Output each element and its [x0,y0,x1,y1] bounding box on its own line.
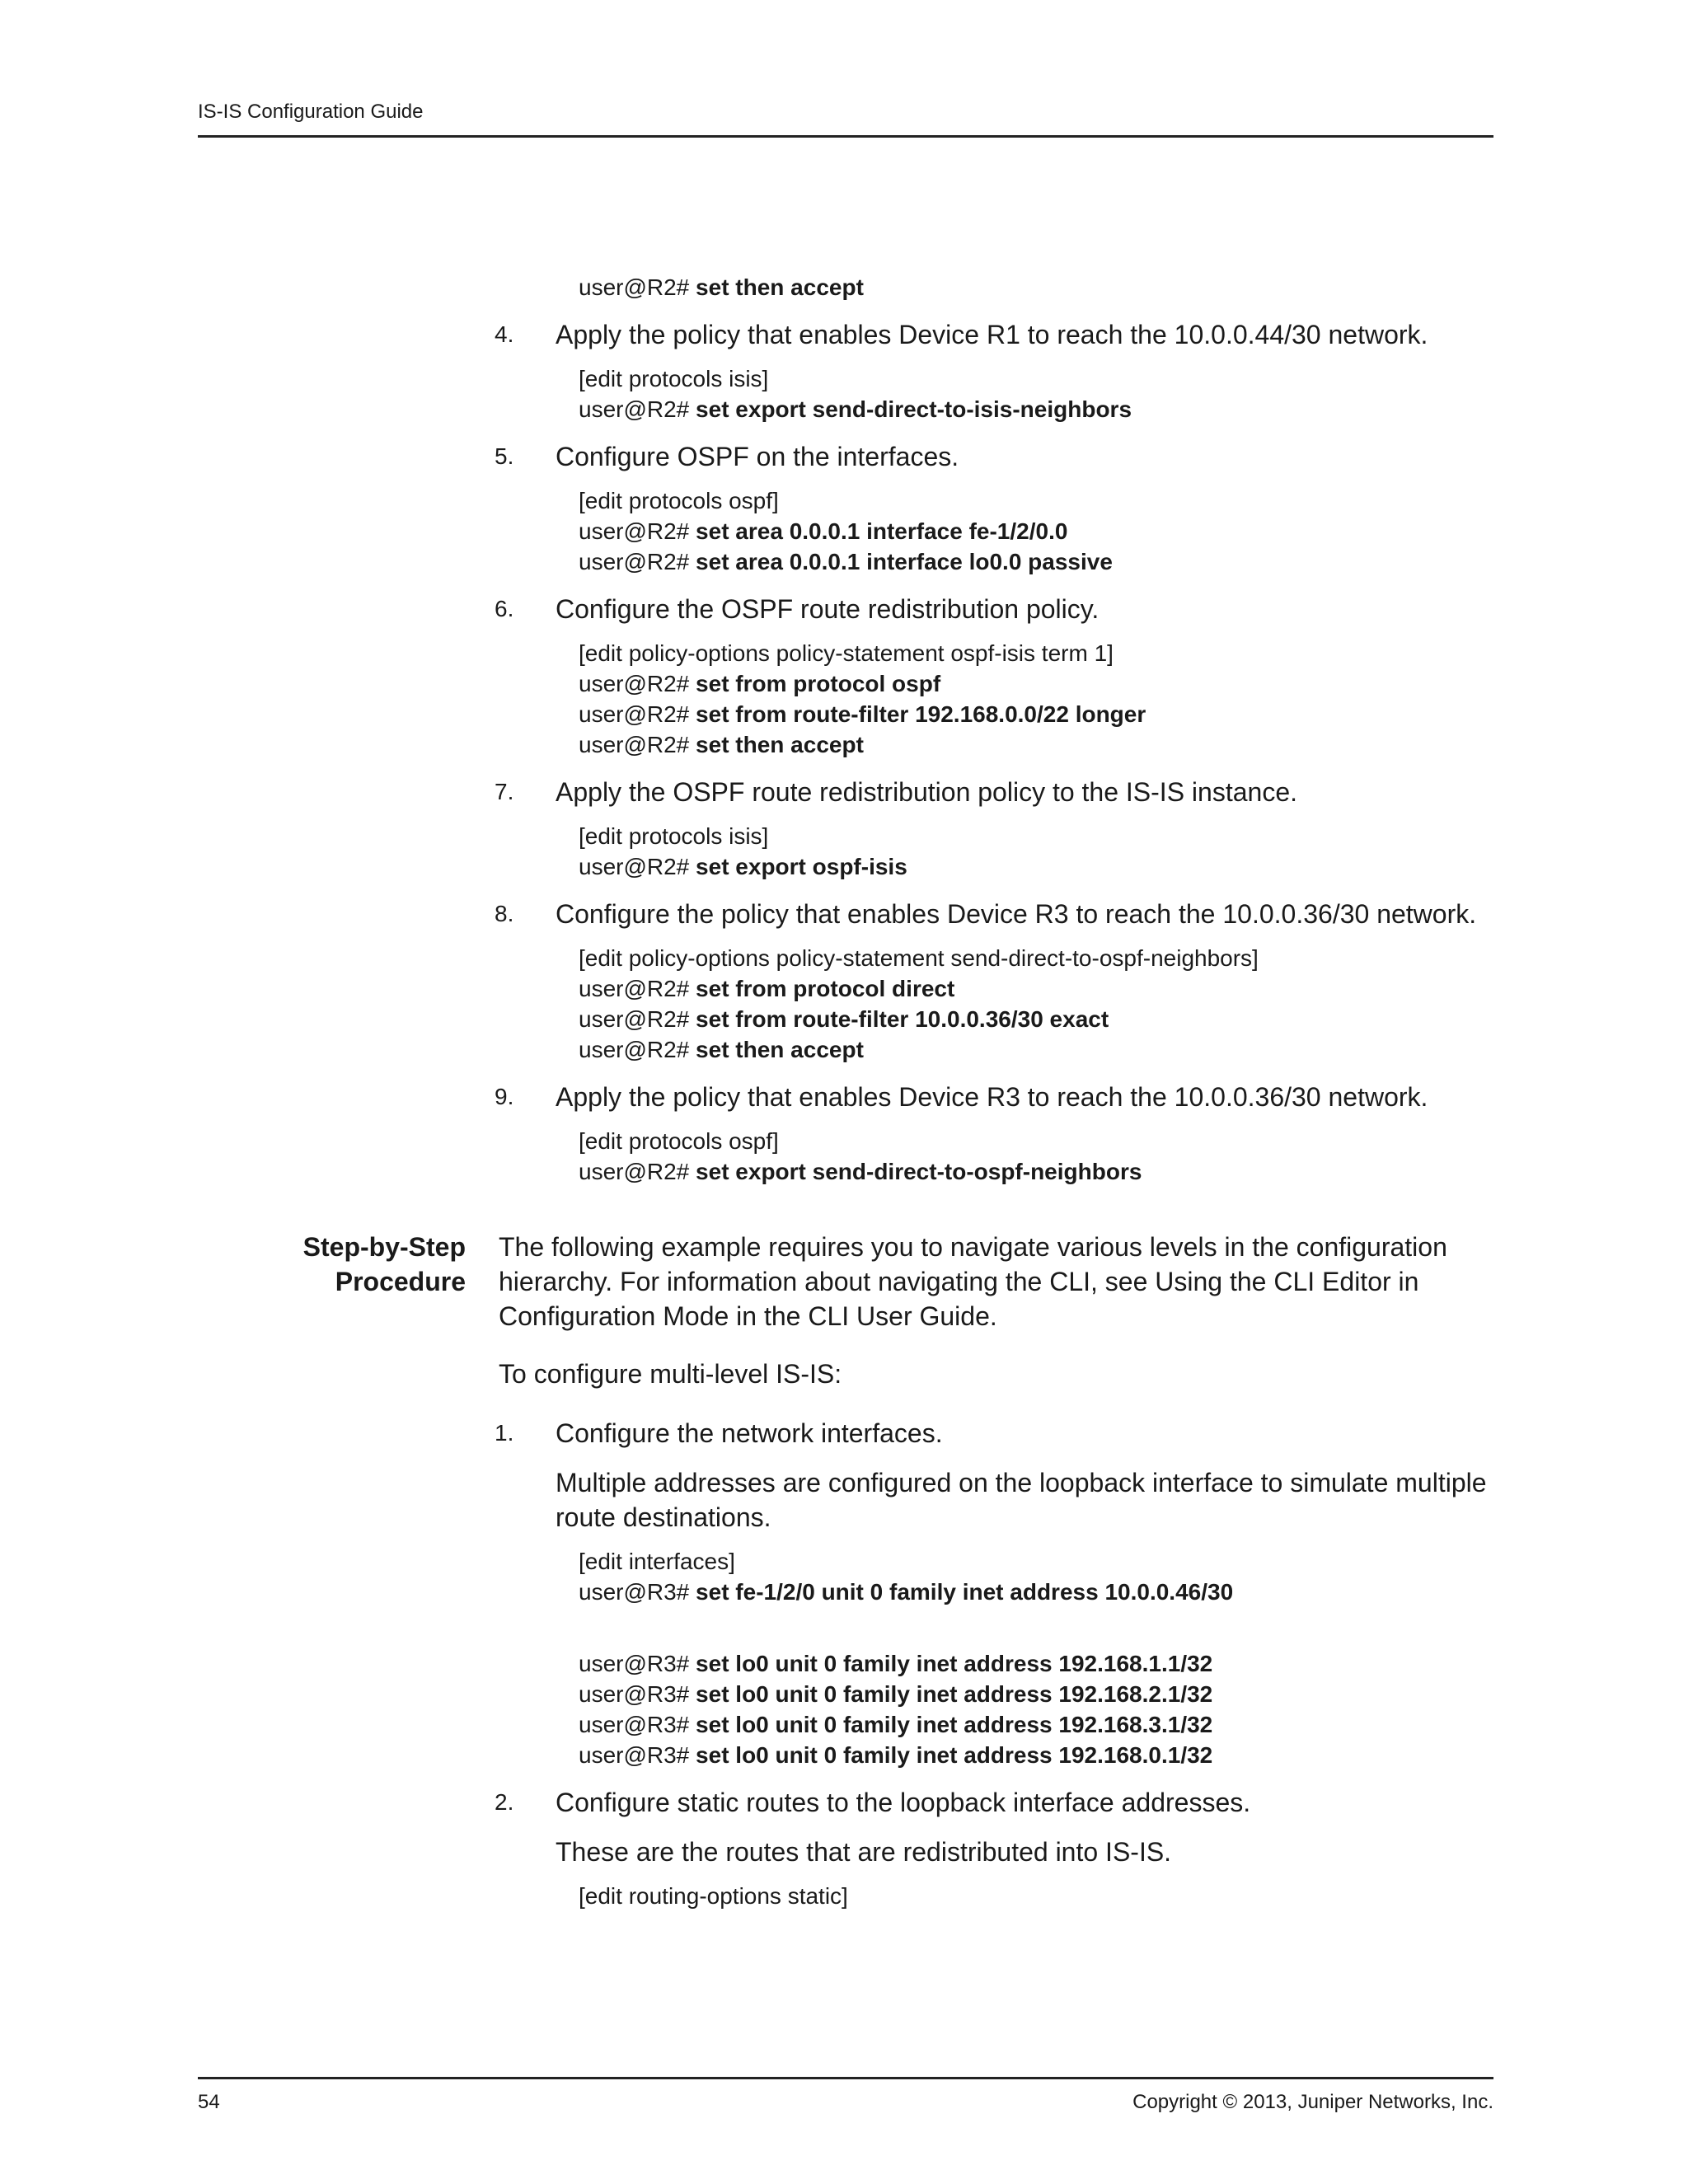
code-line: user@R2# set from protocol direct [579,976,955,1001]
code-line: user@R3# set lo0 unit 0 family inet address 192.168.0.1/32 [579,1742,1213,1768]
step-2 [198,1785,1493,1820]
step-by-step-section [198,1230,1493,1391]
edit-context: [edit protocols isis] [579,366,769,391]
code-block-9 [579,1126,1493,1187]
code-block-5 [579,485,1493,577]
code-line: user@R2# set export send-direct-to-isis-neighbors [579,396,1132,422]
step-text: Configure the network interfaces. [556,1418,943,1448]
code-line: user@R3# set fe-1/2/0 unit 0 family inet address 10.0.0.46/30 [579,1579,1234,1605]
step-text: Configure the policy that enables Device R3 to reach the 10.0.0.36/30 network. [556,899,1477,929]
code-line: user@R2# set area 0.0.0.1 interface lo0.0 passive [579,549,1113,574]
step-number: 2. [495,1789,514,1815]
step-text: Apply the OSPF route redistribution policy to the IS-IS instance. [556,777,1297,807]
section-label: Step-by-Step Procedure [302,1232,466,1296]
step-note: Multiple addresses are configured on the loopback interface to simulate multiple route destinations. [556,1468,1487,1532]
code-line: user@R2# set export ospf-isis [579,854,907,879]
step-number: 8. [495,901,514,926]
step-text: Configure the OSPF route redistribution policy. [556,594,1100,624]
code-line: user@R2# set from protocol ospf [579,671,941,696]
code-block-1 [579,1546,1493,1770]
code-block-6 [579,638,1493,760]
edit-context: [edit protocols isis] [579,823,769,849]
edit-context: [edit protocols ospf] [579,488,779,513]
step-5 [198,439,1493,474]
step-number: 9. [495,1084,514,1109]
code-block-2 [579,1881,1493,1911]
step-text: Apply the policy that enables Device R3 to reach the 10.0.0.36/30 network. [556,1082,1428,1112]
code-block-4 [579,363,1493,424]
code-block-8 [579,943,1493,1065]
step-number: 1. [495,1420,514,1446]
code-block-0 [579,272,1493,302]
step-number: 4. [495,321,514,347]
step-4 [198,317,1493,352]
step-number: 5. [495,443,514,469]
step-text: Configure static routes to the loopback interface addresses. [556,1788,1251,1817]
main-content [198,272,1493,1911]
step-number: 7. [495,779,514,804]
step-note: These are the routes that are redistributed into IS-IS. [556,1837,1172,1867]
copyright: Copyright © 2013, Juniper Networks, Inc. [1132,2091,1493,2113]
step-text: Apply the policy that enables Device R1 to reach the 10.0.0.44/30 network. [556,320,1428,349]
code-line: user@R3# set lo0 unit 0 family inet address 192.168.2.1/32 [579,1681,1213,1707]
code-line: user@R2# set export send-direct-to-ospf-neighbors [579,1159,1142,1184]
section-intro: The following example requires you to navigate various levels in the configuration hierarchy. For information about navigating the CLI, see Using the CLI Editor in Configuration Mode in the CLI User Guide. [499,1232,1447,1331]
code-line: user@R2# set from route-filter 10.0.0.36/30 exact [579,1006,1109,1032]
edit-context: [edit policy-options policy-statement ospf-isis term 1] [579,640,1114,666]
step-6 [198,592,1493,626]
code-line: user@R3# set lo0 unit 0 family inet address 192.168.3.1/32 [579,1712,1213,1737]
code-block-7 [579,821,1493,882]
code-line: user@R2# set then accept [579,1037,864,1062]
code-line: user@R2# set from route-filter 192.168.0.0/22 longer [579,701,1146,727]
code-line: user@R2# set then accept [579,732,864,757]
step-number: 6. [495,596,514,621]
edit-context: [edit protocols ospf] [579,1128,779,1154]
code-line: user@R2# set then accept [579,274,864,300]
code-line: user@R2# set area 0.0.0.1 interface fe-1/2/0.0 [579,518,1068,544]
step-9 [198,1080,1493,1114]
step-text: Configure OSPF on the interfaces. [556,442,959,471]
page-number: 54 [198,2091,220,2113]
page-footer [198,2077,1493,2112]
edit-context: [edit interfaces] [579,1549,735,1574]
step-8 [198,897,1493,931]
step-1 [198,1416,1493,1451]
edit-context: [edit policy-options policy-statement send-direct-to-ospf-neighbors] [579,945,1259,971]
to-configure-text: To configure multi-level IS-IS: [499,1359,842,1389]
code-line: user@R3# set lo0 unit 0 family inet address 192.168.1.1/32 [579,1651,1213,1676]
page-header [198,101,1493,138]
edit-context: [edit routing-options static] [579,1883,848,1909]
step-7 [198,775,1493,809]
guide-title: IS-IS Configuration Guide [198,101,424,123]
code-spacer [579,1607,1493,1648]
